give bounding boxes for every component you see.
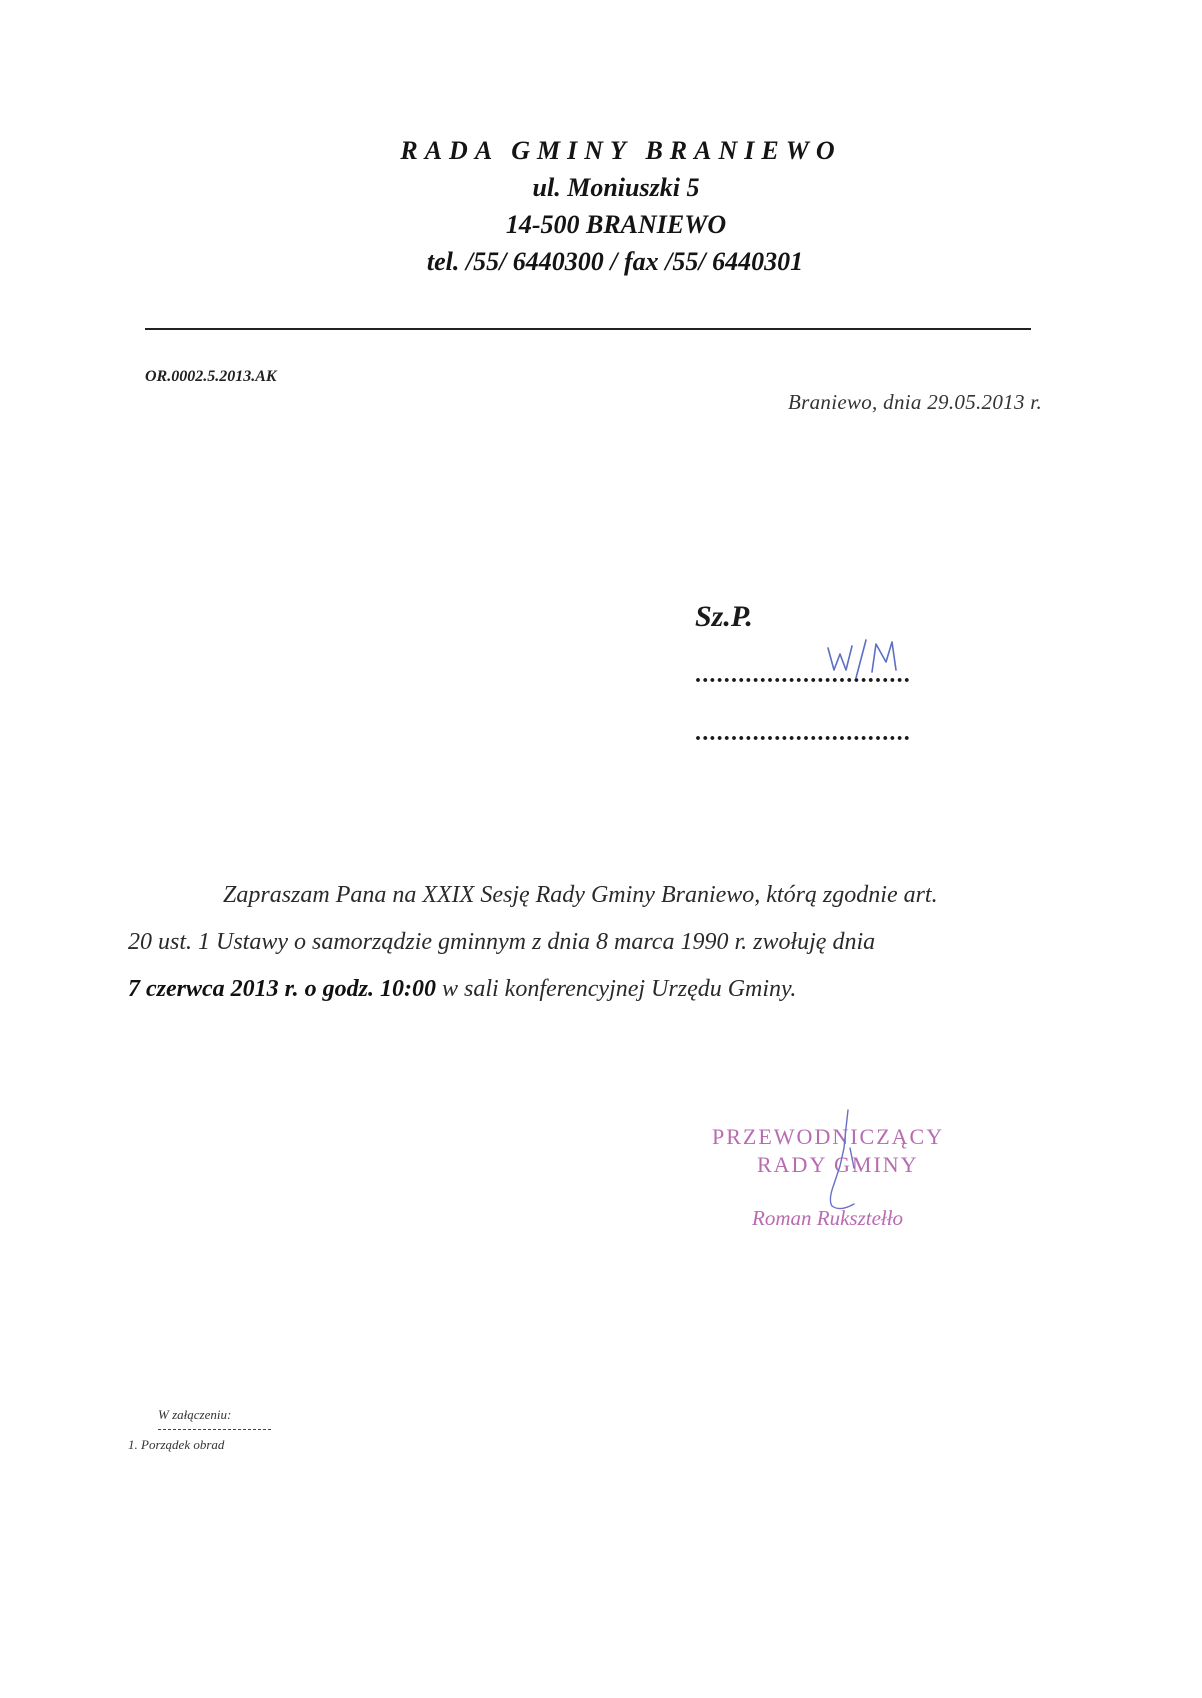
meeting-location: w sali konferencyjnej Urzędu Gminy.: [436, 976, 797, 1002]
attachments-label: W załączeniu:: [158, 1407, 232, 1422]
letter-body: [128, 872, 1056, 1013]
stamp-title: PRZEWODNICZĄCY: [712, 1124, 945, 1149]
letterhead-organization: RADA GMINY BRANIEWO: [400, 136, 842, 165]
body-line-1: Zapraszam Pana na XXIX Sesję Rady Gminy Braniewo, którą zgodnie art.: [223, 882, 938, 908]
letterhead-divider: [145, 328, 1031, 330]
addressee-line-1: ..............................: [695, 662, 911, 688]
meeting-date-time: 7 czerwca 2013 r. o godz. 10:00: [128, 976, 436, 1002]
letterhead: [0, 132, 1202, 280]
attachment-item: 1. Porządek obrad: [128, 1437, 225, 1452]
handwritten-signature: [810, 1108, 880, 1218]
letterhead-city: 14-500 BRANIEWO: [505, 210, 727, 239]
body-line-3: [128, 966, 1056, 1013]
body-line-2: 20 ust. 1 Ustawy o samorządzie gminnym z dnia 8 marca 1990 r. zwołuję dnia: [128, 929, 876, 955]
attachments-divider: [158, 1429, 271, 1430]
letterhead-street: ul. Moniuszki 5: [532, 173, 700, 202]
addressee-line-2: ..............................: [695, 720, 911, 746]
reference-number: OR.0002.5.2013.AK: [145, 368, 277, 385]
letterhead-contact: tel. /55/ 6440300 / fax /55/ 6440301: [426, 247, 804, 276]
addressee-salutation: Sz.P.: [695, 600, 753, 633]
stamp-council: RADY GMINY: [757, 1152, 919, 1177]
attachments: [128, 1402, 271, 1457]
handwritten-note: [826, 636, 916, 682]
date-line: Braniewo, dnia 29.05.2013 r.: [788, 390, 1042, 414]
stamp-name: Roman Ruksztełło: [752, 1206, 904, 1230]
